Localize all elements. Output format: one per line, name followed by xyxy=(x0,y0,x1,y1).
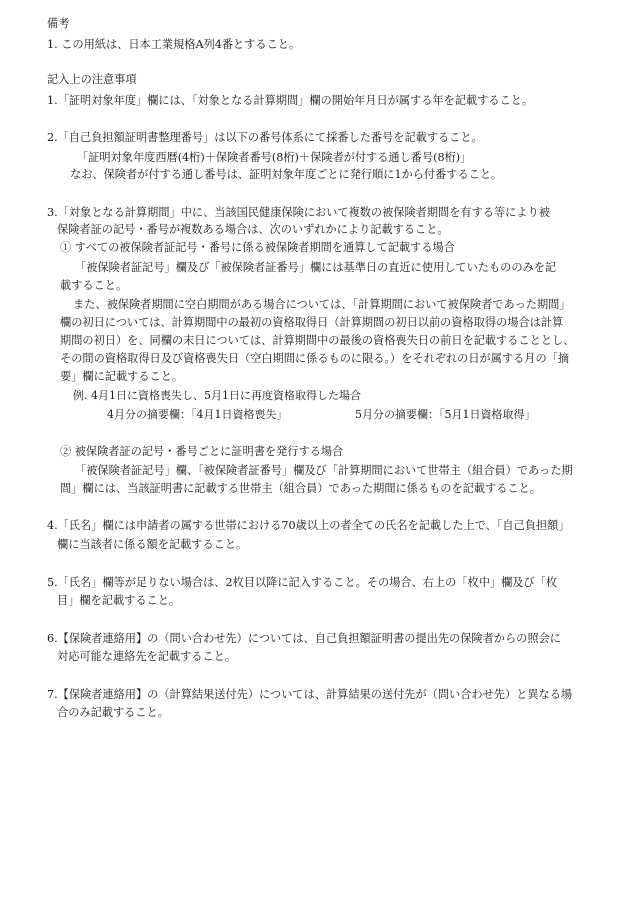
item-3-line: 3.「対象となる計算期間」中に、当該国民健康保険において複数の被保険者期間を有する等により被 xyxy=(47,206,550,219)
item-7-line: 合のみ記載すること。 xyxy=(57,706,169,719)
item-6-line: 対応可能な連絡先を記載すること。 xyxy=(57,650,237,663)
item-3-sub1-line: 載すること。 xyxy=(60,279,128,292)
item-3-sub1-title: ① すべての被保険者証記号・番号に係る被保険者期間を通算して記載する場合 xyxy=(60,241,455,254)
item-3-sub2-title: ② 被保険者証の記号・番号ごとに証明書を発行する場合 xyxy=(60,445,344,458)
section-title: 記入上の注意事項 xyxy=(47,73,137,86)
item-3-sub1-line: その間の資格取得日及び資格喪失日（空白期間に係るものに限る。）をそれぞれの日が属する月の「摘 xyxy=(60,352,570,365)
item-3-sub1-line: 欄の初日については、計算期間中の最初の資格取得日（計算期間の初日以前の資格取得の場合は計算 xyxy=(60,316,564,329)
item-4-line: 4.「氏名」欄には申請者の属する世帯における70歳以上の者全ての氏名を記載した上で、「自己負担額」 xyxy=(47,519,570,532)
item-4-line: 欄に当該者に係る額を記載すること。 xyxy=(57,538,248,551)
item-6-line: 6.【保険者連絡用】の（問い合わせ先）については、自己負担額証明書の提出先の保険者からの照会に xyxy=(47,632,561,645)
item-5-line: 目」欄を記載すること。 xyxy=(57,594,181,607)
item-7-line: 7.【保険者連絡用】の（計算結果送付先）については、計算結果の送付先が（問い合わせ先）と異なる場 xyxy=(47,688,573,701)
remarks-heading: 備考 xyxy=(47,17,70,30)
item-3-sub1-line: また、被保険者期間に空白期間がある場合については、「計算期間において被保険者であった期間」 xyxy=(73,298,571,311)
item-3-sub1-line: 「被保険者証記号」欄及び「被保険者証番号」欄には基準日の直近に使用していたもののみを記 xyxy=(75,261,557,274)
item-3-sub2-line: 「被保険者証記号」欄、「被保険者証番号」欄及び「計算期間において世帯主（組合員）であった期 xyxy=(75,464,573,477)
item-5-line: 5.「氏名」欄等が足りない場合は、2枚目以降に記入すること。その場合、右上の「枚中」欄及び「枚 xyxy=(47,576,558,589)
item-2-line: 「証明対象年度西暦(4桁)＋保険者番号(8桁)＋保険者が付する通し番号(8桁)」 xyxy=(77,151,472,164)
paper-size-note: 1. この用紙は、日本工業規格A列4番とすること。 xyxy=(47,38,301,51)
item-3-sub2-line: 間」欄には、当該証明書に記載する世帯主（組合員）であった期間に係るものを記載すること。 xyxy=(60,482,541,495)
example-may: 5月分の摘要欄：「5月1日資格取得」 xyxy=(355,408,536,421)
item-2-line: なお、保険者が付する通し番号は、証明対象年度ごとに発行順に1から付番すること。 xyxy=(70,168,503,181)
item-3-line: 保険者証の記号・番号が複数ある場合は、次のいずれかにより記載すること。 xyxy=(57,223,449,236)
example-april: 4月分の摘要欄：「4月1日資格喪失」 xyxy=(107,408,288,421)
example-title: 例. 4月1日に資格喪失し、5月1日に再度資格取得した場合 xyxy=(73,389,361,402)
item-1: 1.「証明対象年度」欄には、「対象となる計算期間」欄の開始年月日が属する年を記載すること。 xyxy=(47,94,534,107)
item-3-sub1-line: 要」欄に記載すること。 xyxy=(60,370,184,383)
item-2-line: 2.「自己負担額証明書整理番号」は以下の番号体系にて採番した番号を記載すること。 xyxy=(47,131,483,144)
item-3-sub1-line: 期間の初日）を、同欄の末日については、計算期間中の最後の資格喪失日の前日を記載することとし、 xyxy=(60,334,575,347)
